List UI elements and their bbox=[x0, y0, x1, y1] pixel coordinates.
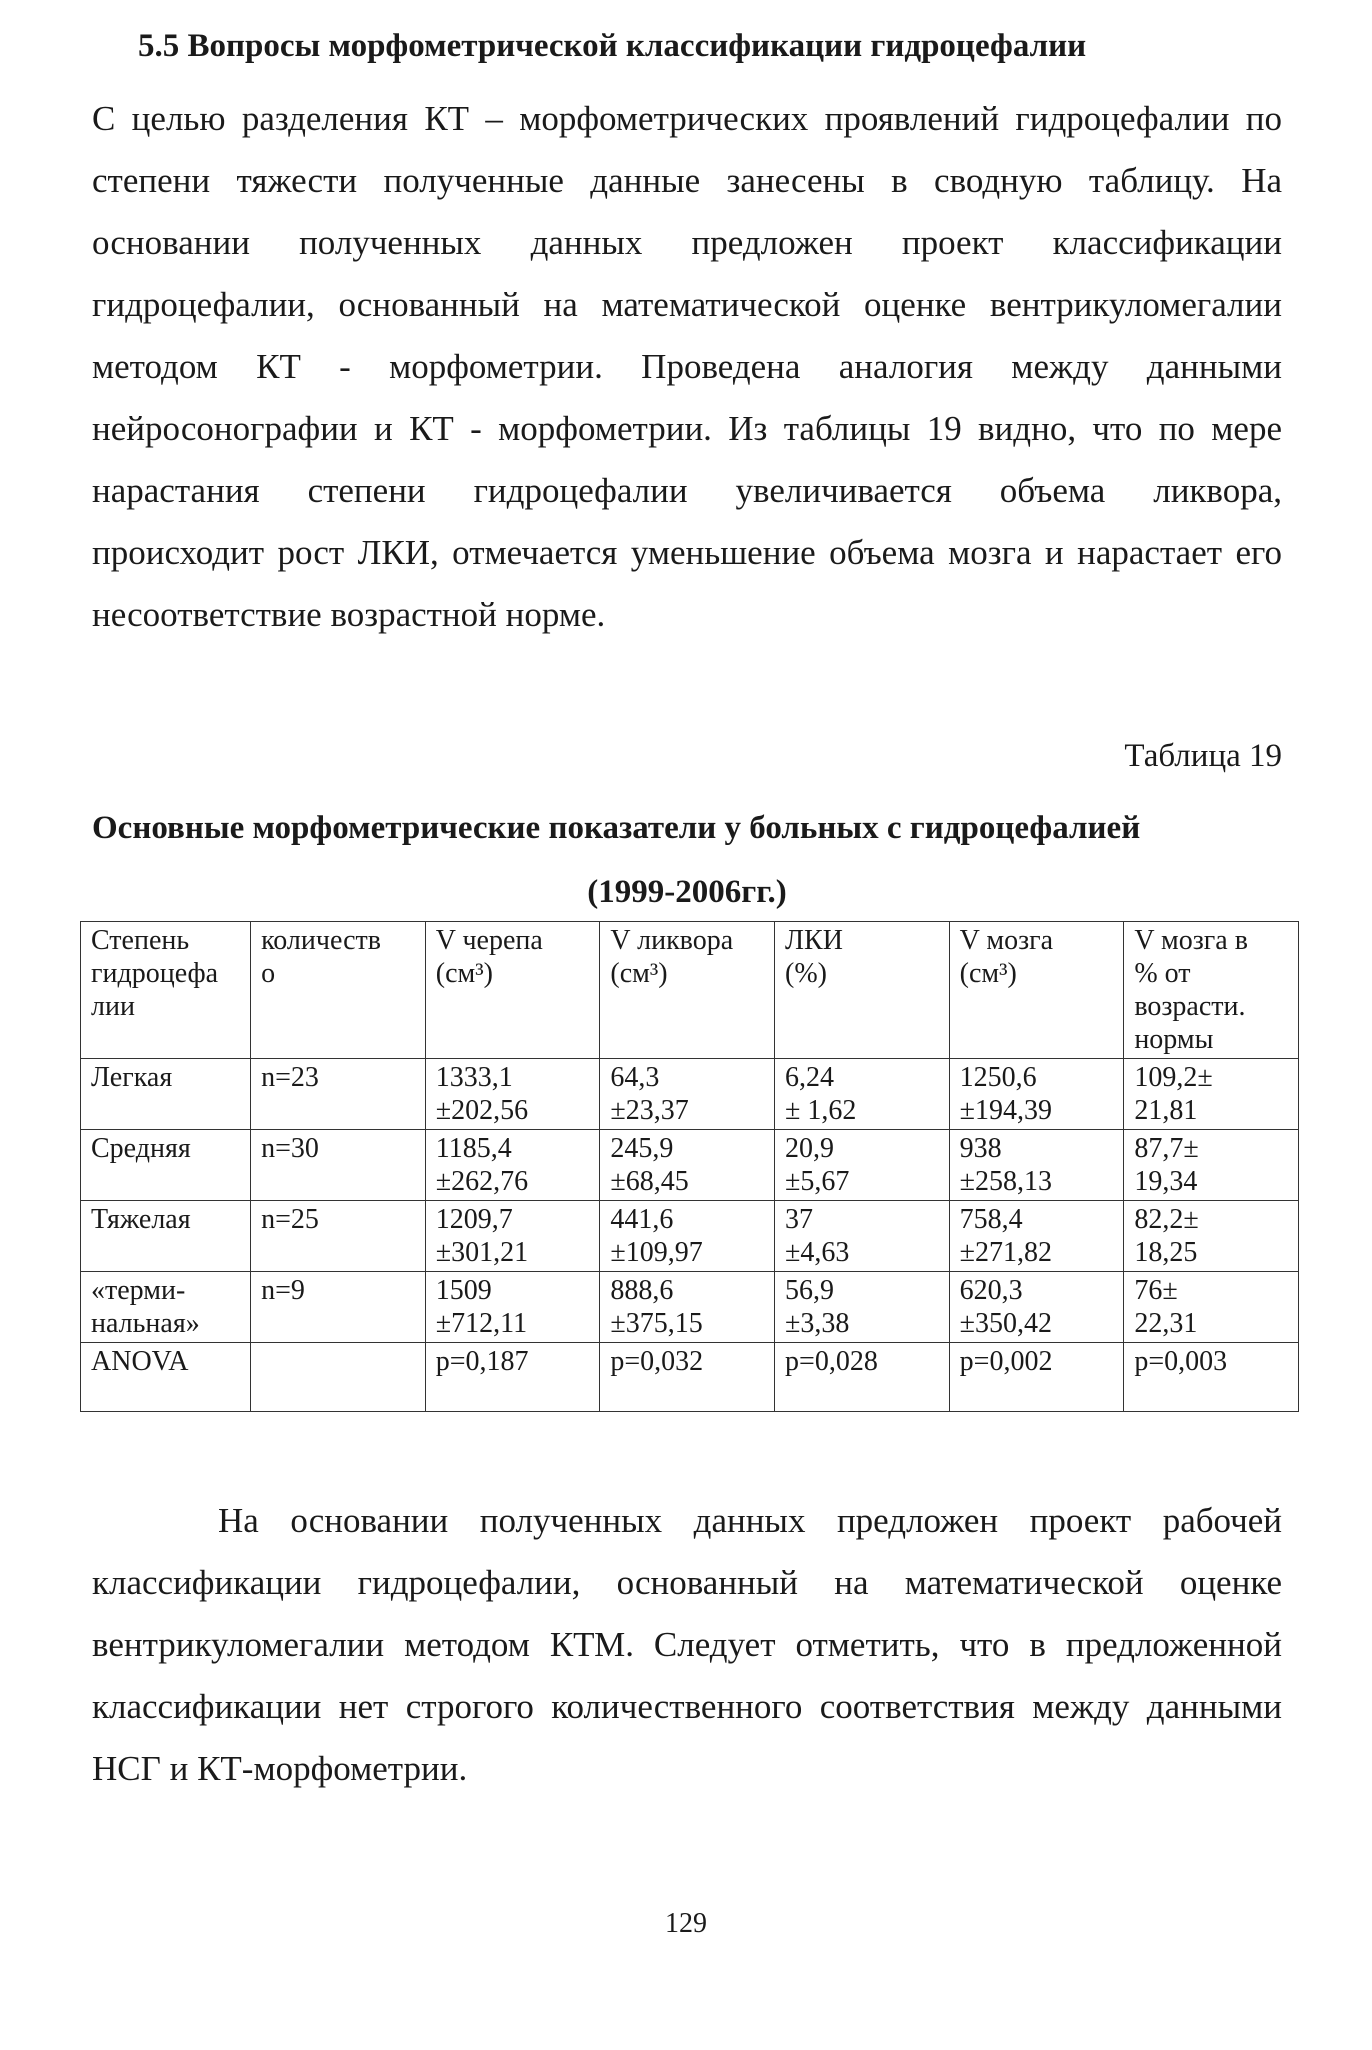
cell-line: p=0,187 bbox=[435, 1346, 529, 1377]
cell-line: Легкая bbox=[91, 1062, 173, 1093]
table-cell bbox=[251, 1059, 426, 1130]
table-header-cell bbox=[775, 922, 950, 1059]
cell-line: ±712,11 bbox=[435, 1308, 528, 1339]
table-row bbox=[81, 1201, 1299, 1272]
paragraph-line: несоответствие возрастной норме. bbox=[92, 595, 606, 634]
table-cell bbox=[775, 1343, 950, 1412]
table-title-line: Основные морфометрические показатели у больных с гидроцефалией bbox=[92, 810, 1141, 846]
cell-line: n=25 bbox=[261, 1204, 319, 1235]
table-cell bbox=[600, 1201, 775, 1272]
cell-line: (см³) bbox=[959, 958, 1017, 989]
table-cell bbox=[949, 1272, 1124, 1343]
cell-line: % от bbox=[1134, 958, 1191, 989]
table-cell bbox=[251, 1272, 426, 1343]
table-header-cell bbox=[81, 922, 251, 1059]
cell-line: ±301,21 bbox=[435, 1237, 529, 1268]
table-cell bbox=[425, 1343, 600, 1412]
cell-line: Тяжелая bbox=[91, 1204, 191, 1235]
cell-line: p=0,002 bbox=[959, 1346, 1053, 1377]
cell-line: (%) bbox=[785, 958, 828, 989]
cell-line: 76± bbox=[1134, 1275, 1178, 1306]
table-cell bbox=[775, 1272, 950, 1343]
table-cell bbox=[600, 1272, 775, 1343]
paragraph-line: нарастания степени гидроцефалии увеличивается объема ликвора, bbox=[92, 471, 1282, 510]
table-cell bbox=[251, 1201, 426, 1272]
cell-line: V черепа bbox=[435, 925, 543, 956]
cell-line: ±271,82 bbox=[959, 1237, 1053, 1268]
cell-line: ±5,67 bbox=[785, 1166, 850, 1197]
cell-line: количеств bbox=[261, 925, 381, 956]
cell-line: Степень bbox=[91, 925, 190, 956]
table-cell bbox=[949, 1130, 1124, 1201]
paragraph-line: классификации нет строгого количественного соответствия между данными bbox=[92, 1687, 1282, 1726]
paragraph-line: нейросонографии и КТ - морфометрии. Из таблицы 19 видно, что по мере bbox=[92, 409, 1282, 448]
table-cell bbox=[1124, 1130, 1299, 1201]
paragraph-line: степени тяжести полученные данные занесены в сводную таблицу. На bbox=[92, 161, 1282, 200]
cell-line: 19,34 bbox=[1134, 1166, 1198, 1197]
morphometry-table bbox=[80, 921, 1299, 1412]
table-cell bbox=[81, 1130, 251, 1201]
cell-line: ±68,45 bbox=[610, 1166, 689, 1197]
table-cell bbox=[81, 1343, 251, 1412]
table-header-cell bbox=[600, 922, 775, 1059]
cell-line: ±23,37 bbox=[610, 1095, 689, 1126]
table-number-label: Таблица 19 bbox=[1124, 738, 1282, 774]
cell-line: 21,81 bbox=[1134, 1095, 1198, 1126]
table-cell bbox=[425, 1130, 600, 1201]
paragraph-line: вентрикуломегалии методом КТМ. Следует отметить, что в предложенной bbox=[92, 1625, 1282, 1664]
cell-line: нальная» bbox=[91, 1308, 200, 1339]
cell-line: 6,24 bbox=[785, 1062, 835, 1093]
intro-paragraph bbox=[92, 88, 1282, 646]
cell-line: ±258,13 bbox=[959, 1166, 1053, 1197]
cell-line: ±350,42 bbox=[959, 1308, 1053, 1339]
table-header-cell bbox=[425, 922, 600, 1059]
cell-line: лии bbox=[91, 991, 135, 1022]
table-cell bbox=[600, 1343, 775, 1412]
table-cell bbox=[81, 1059, 251, 1130]
table-header-row bbox=[81, 922, 1299, 1059]
cell-line: ЛКИ bbox=[785, 925, 843, 956]
cell-line: 87,7± bbox=[1134, 1133, 1199, 1164]
table-cell bbox=[251, 1130, 426, 1201]
table-cell bbox=[1124, 1272, 1299, 1343]
paragraph-line: На основании полученных данных предложен проект рабочей bbox=[92, 1501, 1282, 1540]
table-cell bbox=[81, 1272, 251, 1343]
table-row bbox=[81, 1343, 1299, 1412]
table-row bbox=[81, 1059, 1299, 1130]
cell-line: 1333,1 bbox=[435, 1062, 513, 1093]
table-header-cell bbox=[949, 922, 1124, 1059]
paragraph-line: гидроцефалии, основанный на математической оценке вентрикуломегалии bbox=[92, 285, 1282, 324]
cell-line: ±109,97 bbox=[610, 1237, 703, 1268]
cell-line: 56,9 bbox=[785, 1275, 835, 1306]
cell-line: 888,6 bbox=[610, 1275, 674, 1306]
cell-line: 441,6 bbox=[610, 1204, 674, 1235]
cell-line: V мозга в bbox=[1134, 925, 1248, 956]
cell-line: ±202,56 bbox=[435, 1095, 529, 1126]
cell-line: 109,2± bbox=[1134, 1062, 1213, 1093]
page-number: 129 bbox=[665, 1908, 707, 1939]
cell-line: (см³) bbox=[610, 958, 668, 989]
paragraph-line: основании полученных данных предложен проект классификации bbox=[92, 223, 1282, 262]
cell-line: ±3,38 bbox=[785, 1308, 850, 1339]
table-cell bbox=[600, 1130, 775, 1201]
cell-line: 1509 bbox=[435, 1275, 492, 1306]
cell-line: 22,31 bbox=[1134, 1308, 1198, 1339]
table-cell bbox=[775, 1130, 950, 1201]
table-cell bbox=[425, 1201, 600, 1272]
cell-line: 20,9 bbox=[785, 1133, 835, 1164]
table-cell bbox=[949, 1201, 1124, 1272]
table-cell bbox=[81, 1201, 251, 1272]
cell-line: (см³) bbox=[435, 958, 493, 989]
conclusion-paragraph bbox=[92, 1490, 1282, 1800]
table-header-cell bbox=[251, 922, 426, 1059]
table-cell bbox=[1124, 1059, 1299, 1130]
cell-line: 758,4 bbox=[959, 1204, 1023, 1235]
cell-line: 18,25 bbox=[1134, 1237, 1198, 1268]
cell-line: возрасти. bbox=[1134, 991, 1246, 1022]
cell-line: p=0,032 bbox=[610, 1346, 704, 1377]
table-cell bbox=[775, 1201, 950, 1272]
table-cell bbox=[425, 1059, 600, 1130]
table-cell bbox=[425, 1272, 600, 1343]
cell-line: ANOVA bbox=[91, 1346, 189, 1377]
cell-line: о bbox=[261, 958, 276, 989]
cell-line: n=9 bbox=[261, 1275, 305, 1306]
paragraph-line: С целью разделения КТ – морфометрических проявлений гидроцефалии по bbox=[92, 99, 1282, 138]
cell-line: 64,3 bbox=[610, 1062, 660, 1093]
cell-line: 245,9 bbox=[610, 1133, 674, 1164]
cell-line: ±262,76 bbox=[435, 1166, 529, 1197]
paragraph-line: методом КТ - морфометрии. Проведена аналогия между данными bbox=[92, 347, 1282, 386]
cell-line: n=23 bbox=[261, 1062, 319, 1093]
cell-line: «терми- bbox=[91, 1275, 186, 1306]
cell-line: p=0,003 bbox=[1134, 1346, 1228, 1377]
paragraph-line: НСГ и КТ-морфометрии. bbox=[92, 1749, 468, 1788]
cell-line: p=0,028 bbox=[785, 1346, 878, 1377]
cell-line: Средняя bbox=[91, 1133, 191, 1164]
table-cell bbox=[949, 1343, 1124, 1412]
table-row bbox=[81, 1130, 1299, 1201]
cell-line: нормы bbox=[1134, 1024, 1214, 1055]
table-cell bbox=[949, 1059, 1124, 1130]
table-title-years: (1999-2006гг.) bbox=[587, 874, 787, 910]
cell-line: 37 bbox=[785, 1204, 814, 1235]
cell-line: n=30 bbox=[261, 1133, 319, 1164]
cell-line: 1209,7 bbox=[435, 1204, 513, 1235]
cell-line: ± 1,62 bbox=[785, 1095, 857, 1126]
paragraph-line: классификации гидроцефалии, основанный на математической оценке bbox=[92, 1563, 1282, 1602]
cell-line: V ликвора bbox=[610, 925, 734, 956]
table-header-cell bbox=[1124, 922, 1299, 1059]
cell-line: ±194,39 bbox=[959, 1095, 1053, 1126]
cell-line: ±375,15 bbox=[610, 1308, 703, 1339]
table-cell bbox=[251, 1343, 426, 1412]
cell-line: гидроцефа bbox=[91, 958, 219, 989]
cell-line: 1185,4 bbox=[435, 1133, 512, 1164]
table-title bbox=[92, 796, 1282, 924]
cell-line: ±4,63 bbox=[785, 1237, 850, 1268]
table-row bbox=[81, 1272, 1299, 1343]
section-heading: 5.5 Вопросы морфометрической классификации гидроцефалии bbox=[138, 28, 1087, 64]
cell-line: 620,3 bbox=[959, 1275, 1023, 1306]
cell-line: 1250,6 bbox=[959, 1062, 1037, 1093]
table-cell bbox=[1124, 1343, 1299, 1412]
table-cell bbox=[1124, 1201, 1299, 1272]
cell-line: 938 bbox=[959, 1133, 1002, 1164]
cell-line: V мозга bbox=[959, 925, 1054, 956]
paragraph-line: происходит рост ЛКИ, отмечается уменьшение объема мозга и нарастает его bbox=[92, 533, 1282, 572]
table-cell bbox=[600, 1059, 775, 1130]
cell-line: 82,2± bbox=[1134, 1204, 1199, 1235]
table-cell bbox=[775, 1059, 950, 1130]
